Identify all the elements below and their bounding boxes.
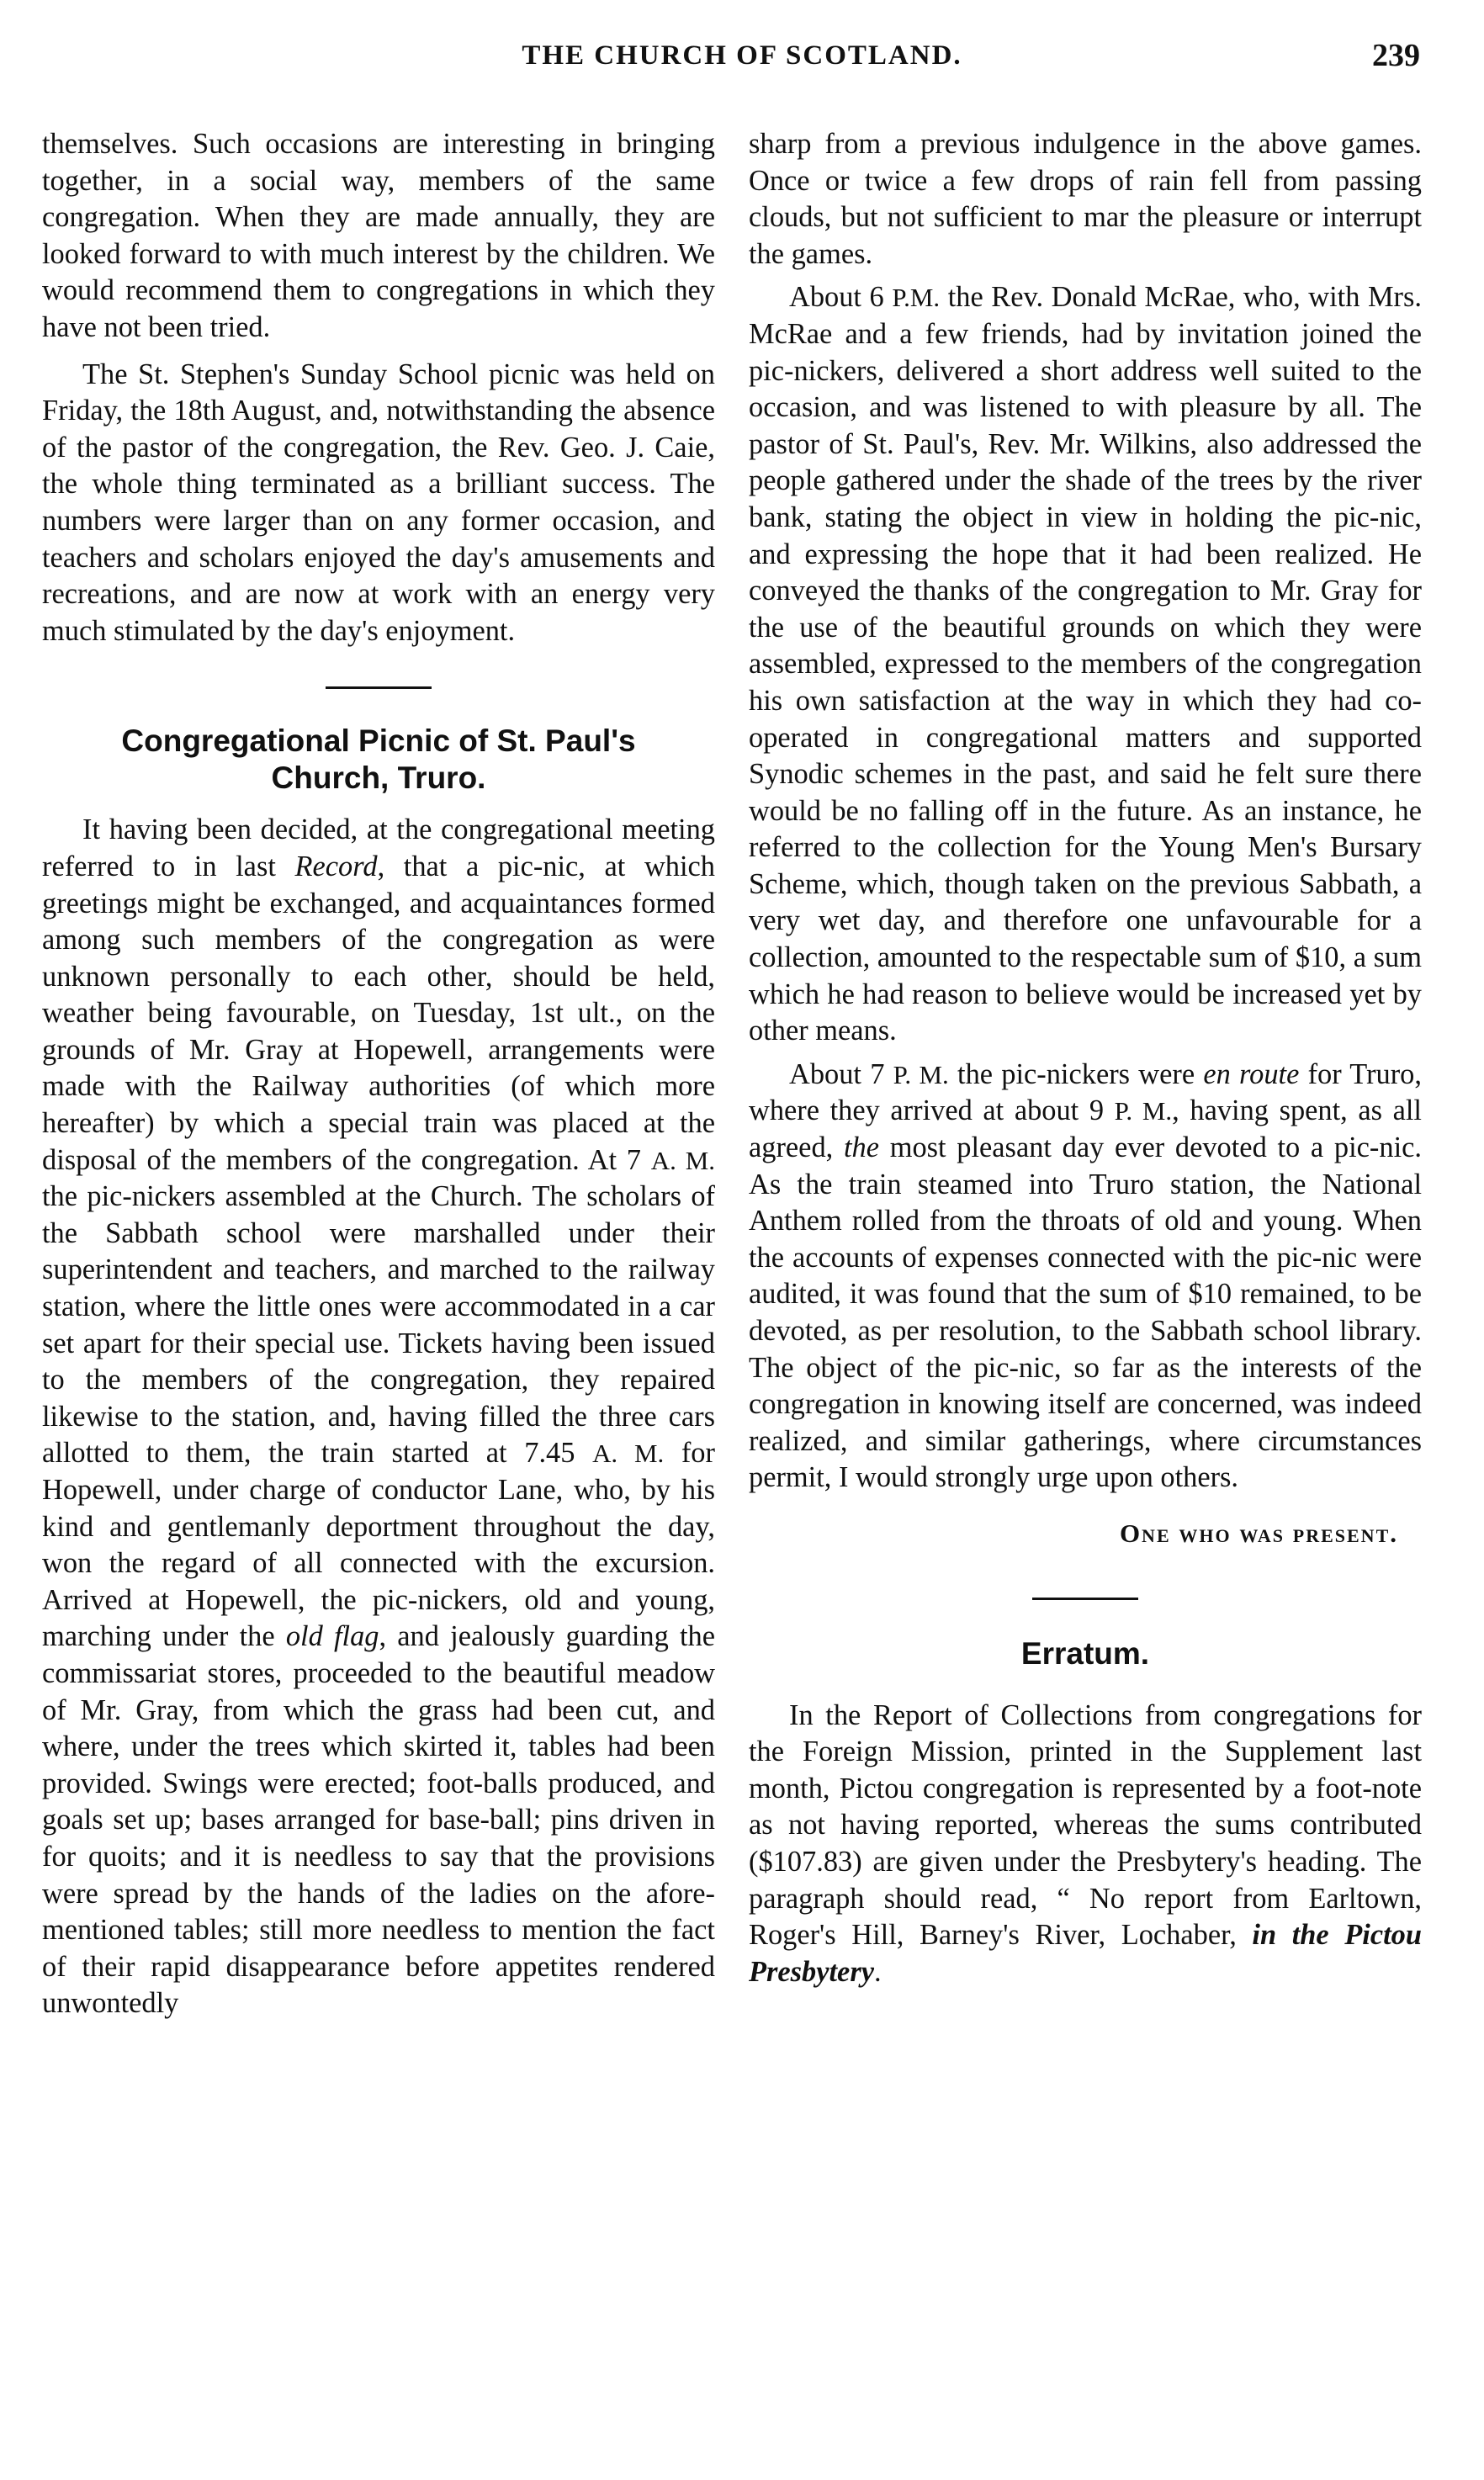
left-column xyxy=(42,126,715,2022)
paragraph-continued: themselves. Such occasions are interesting in bringing together, in a social way, members of the same congregation. When they are made annually, they are looked forward to with much interest by the children. We would recommend them to congregations in which they have not been tried. xyxy=(42,128,715,343)
time-abbrev: P. M. xyxy=(893,1059,949,1089)
time-abbrev: P.M. xyxy=(892,283,941,313)
text-run: for Truro, where they arrived at about 9 xyxy=(749,1057,1422,1127)
paragraph-return xyxy=(749,1057,1422,1497)
text-run: , having spent, as all agreed, xyxy=(749,1094,1422,1164)
text-run: About 6 xyxy=(789,281,884,314)
time-abbrev: P. M. xyxy=(1114,1096,1173,1126)
italic-en-route: en route xyxy=(1203,1057,1300,1090)
text-run: It having been decided, at the congregational meeting referred to in last xyxy=(42,813,715,882)
text-run: most pleasant day ever devoted to a pic-nic. As the train steamed into Truro station, the National Anthem rolled from the throats of old and young. When the accounts of expenses connected with the pic-nic were audited, it was found that the sum of $10 remained, to be devoted, as per resolution, to the Sabbath school library. The object of the pic-nic, so far as the interests of the congregation in knowing itself are concerned, was indeed realized, and similar gatherings, where circumstances permit, I would strongly urge upon others. xyxy=(749,1131,1422,1494)
paragraph-picnic-account xyxy=(42,812,715,2022)
text-run: the pic-nickers assembled at the Church. The scholars of the Sabbath school were marshalled under their superintendent and teachers, and marched to the railway station, where the little ones were accommodated in a car set apart for their special use. Tickets having been issued to the members of the congregation, they repaired likewise to the station, and, having filled the three cars allotted to them, the train started at 7.45 xyxy=(42,1180,715,1470)
article-heading xyxy=(42,723,715,797)
italic-old-flag: old flag xyxy=(285,1620,379,1653)
text-run: for Hopewell, under charge of conductor Lane, who, by his kind and gentlemanly deportment throughout the day, won the regard of all connected with the excursion. Arrived at Hopewell, the pic-nickers, old and young, marching under the xyxy=(42,1437,715,1653)
heading-line-2: Church, Truro. xyxy=(271,760,486,796)
text-run: , and jealously guarding the commissariat stores, proceeded to the beautiful meadow of Mr. Gray, from which the grass had been cut, and where, under the trees which skirted it, tables had been provided. Swings were erected; foot-balls produced, and goals set up; bases arranged for base-ball; pins driven in for quoits; and it is needless to say that the provisions were spread by the hands of the ladies on the afore-mentioned tables; still more needless to mention the fact of their rapid disappearance before appetites rendered unwontedly xyxy=(42,1620,715,2020)
text-run: . xyxy=(873,1955,882,1988)
page-number: 239 xyxy=(1372,38,1420,73)
text-run: In the Report of Collections from congregations for the Foreign Mission, printed in the Supplement last month, Pictou congregation is represented by a foot-note as not having reported, whereas the sums contributed ($107.83) are given under the Presbytery's heading. The paragraph should read, “ No report from Earltown, Roger's Hill, Barney's River, Lochaber, xyxy=(749,1698,1422,1952)
time-abbrev: A. M. xyxy=(592,1439,665,1469)
heading-line-1: Congregational Picnic of St. Paul's xyxy=(121,723,636,759)
italic-record: Record xyxy=(294,850,378,882)
paragraph-continued-right: sharp from a previous indulgence in the above games. Once or twice a few drops of rain fell from passing clouds, but not sufficient to mar the pleasure or interrupt the games. xyxy=(749,128,1422,270)
paragraph-st-stephens: The St. Stephen's Sunday School picnic was held on Friday, the 18th August, and, notwithstanding the absence of the pastor of the congregation, the Rev. Geo. J. Caie, the whole thing terminated as a brilliant success. The numbers were larger than on any former occasion, and teachers and scholars enjoyed the day's amusements and recreations, and are now at work with an energy very much stimulated by the day's enjoyment. xyxy=(42,358,715,647)
right-column xyxy=(749,126,1422,1990)
text-run: the pic-nickers were xyxy=(957,1057,1195,1090)
signature: One who was present. xyxy=(1119,1518,1398,1548)
paragraph-addresses xyxy=(749,279,1422,1049)
italic-the: the xyxy=(843,1131,879,1164)
running-head xyxy=(0,40,1484,91)
erratum-heading: Erratum. xyxy=(1020,1635,1150,1671)
text-run: the Rev. Donald McRae, who, with Mrs. McRae and a few friends, had by invitation joined the pic-nickers, delivered a short address well suited to the occasion, and was listened to with pleasure by all. The pastor of St. Paul's, Rev. Mr. Wilkins, also addressed the people gathered under the shade of the trees by the river bank, stating the object in view in holding the pic-nic, and expressing the hope that it had been realized. He conveyed the thanks of the congregation to Mr. Gray for the use of the beautiful grounds on which they were assembled, expressed to the members of the congregation his own satisfaction at the way in which they had co-operated in congregational matters and supported Synodic schemes in the past, and said he felt sure there would be no falling off in the future. As an instance, he referred to the collection for the Young Men's Bursary Scheme, which, though taken on the previous Sabbath, a very wet day, and therefore one unfavourable for a collection, amounted to the respectable sum of $10, a sum which he had reason to believe would be increased yet by other means. xyxy=(749,281,1422,1047)
text-run: , that a pic-nic, at which greetings might be exchanged, and acquaintances formed among such members of the congregation as were unknown personally to each other, should be held, weather being favourable, on Tuesday, 1st ult., on the grounds of Mr. Gray at Hopewell, arrangements were made with the Railway authorities (of which more hereafter) by which a special train was placed at the disposal of the members of the congregation. At 7 xyxy=(42,850,715,1176)
text-run: About 7 xyxy=(789,1057,885,1090)
time-abbrev: A. M. xyxy=(650,1145,715,1175)
paragraph-erratum xyxy=(749,1698,1422,1991)
running-title: THE CHURCH OF SCOTLAND. xyxy=(522,40,962,71)
italic-presbytery: in the Pictou Presbytery xyxy=(749,1919,1422,1988)
